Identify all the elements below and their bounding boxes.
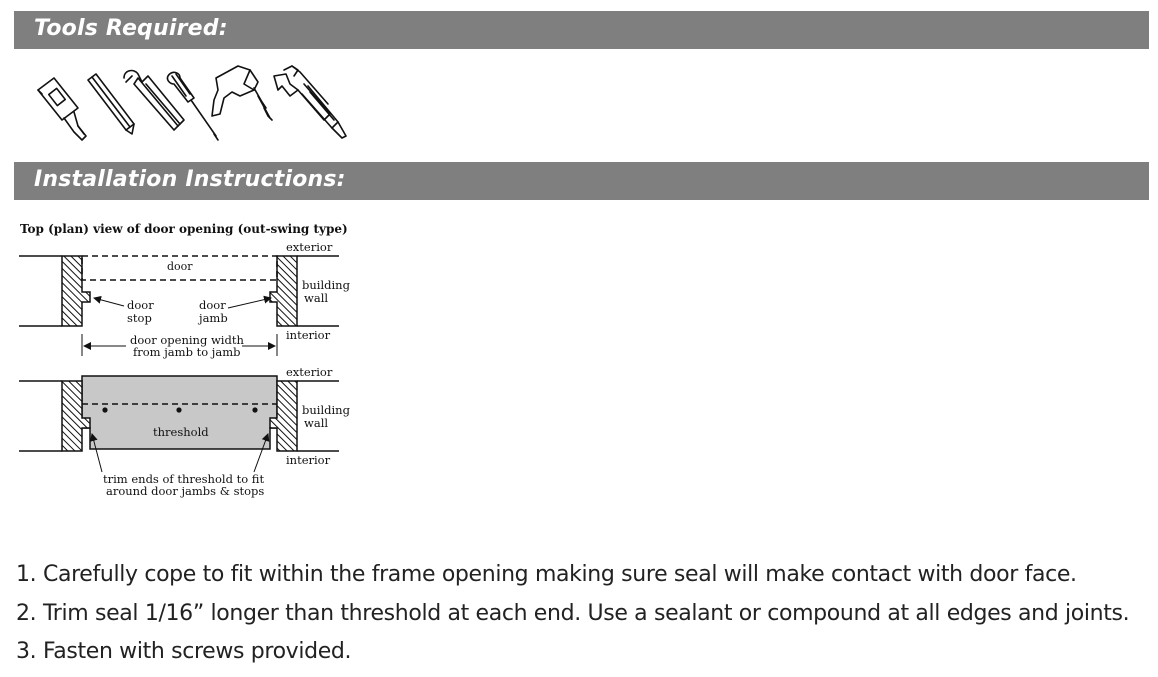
step-text: Carefully cope to fit within the frame opening making sure seal will make contact with door face. — [42, 562, 1077, 587]
door-stop-label-2: stop — [127, 311, 152, 325]
step-number: 2. — [16, 600, 37, 626]
diagram-title: Top (plan) view of door opening (out-swing type) — [20, 222, 348, 236]
instruction-step — [16, 633, 1129, 672]
trim-note-1: trim ends of threshold to fit — [103, 472, 265, 486]
installation-instructions-title: Installation Instructions: — [34, 167, 346, 192]
instruction-step — [16, 556, 1129, 595]
building-wall-label-bottom-2: wall — [304, 416, 329, 430]
step-number: 1. — [16, 562, 37, 587]
left-wall — [62, 256, 90, 326]
step-text: Fasten with screws provided. — [42, 639, 352, 664]
exterior-label-top: exterior — [286, 240, 333, 254]
building-wall-label-top-2: wall — [304, 291, 329, 305]
threshold-plan-view — [19, 365, 351, 498]
building-wall-label-bottom-1: building — [302, 403, 350, 417]
step-text: Trim seal 1/16” longer than threshold at each end. Use a sealant or compound at all edges and joints. — [42, 600, 1130, 626]
pencil-icon — [88, 74, 134, 134]
tools-illustration — [28, 62, 358, 148]
opening-width-label-1: door opening width — [130, 333, 244, 347]
tape-measure-icon — [38, 78, 86, 140]
door-opening-diagram — [14, 214, 374, 514]
door-stop-label-1: door — [127, 298, 154, 312]
door-label: door — [167, 260, 193, 273]
installation-instructions-header — [14, 162, 1149, 200]
instruction-steps — [16, 556, 1129, 672]
building-wall-label-top-1: building — [302, 278, 350, 292]
top-plan-view — [19, 240, 351, 359]
drill-icon — [212, 66, 272, 120]
right-wall — [270, 256, 297, 326]
step-number: 3. — [16, 639, 37, 664]
door-jamb-label-1: door — [199, 298, 226, 312]
tools-required-title: Tools Required: — [34, 16, 228, 41]
opening-width-label-2: from jamb to jamb — [133, 345, 241, 359]
interior-label-top: interior — [286, 328, 331, 342]
door-jamb-label-2: jamb — [199, 311, 228, 325]
exterior-label-bottom: exterior — [286, 365, 333, 379]
interior-label-bottom: interior — [286, 453, 331, 467]
threshold-label: threshold — [153, 425, 209, 439]
trim-note-2: around door jambs & stops — [106, 484, 265, 498]
tools-required-header — [14, 11, 1149, 49]
instruction-step — [16, 595, 1129, 634]
caulk-gun-icon — [274, 66, 346, 138]
